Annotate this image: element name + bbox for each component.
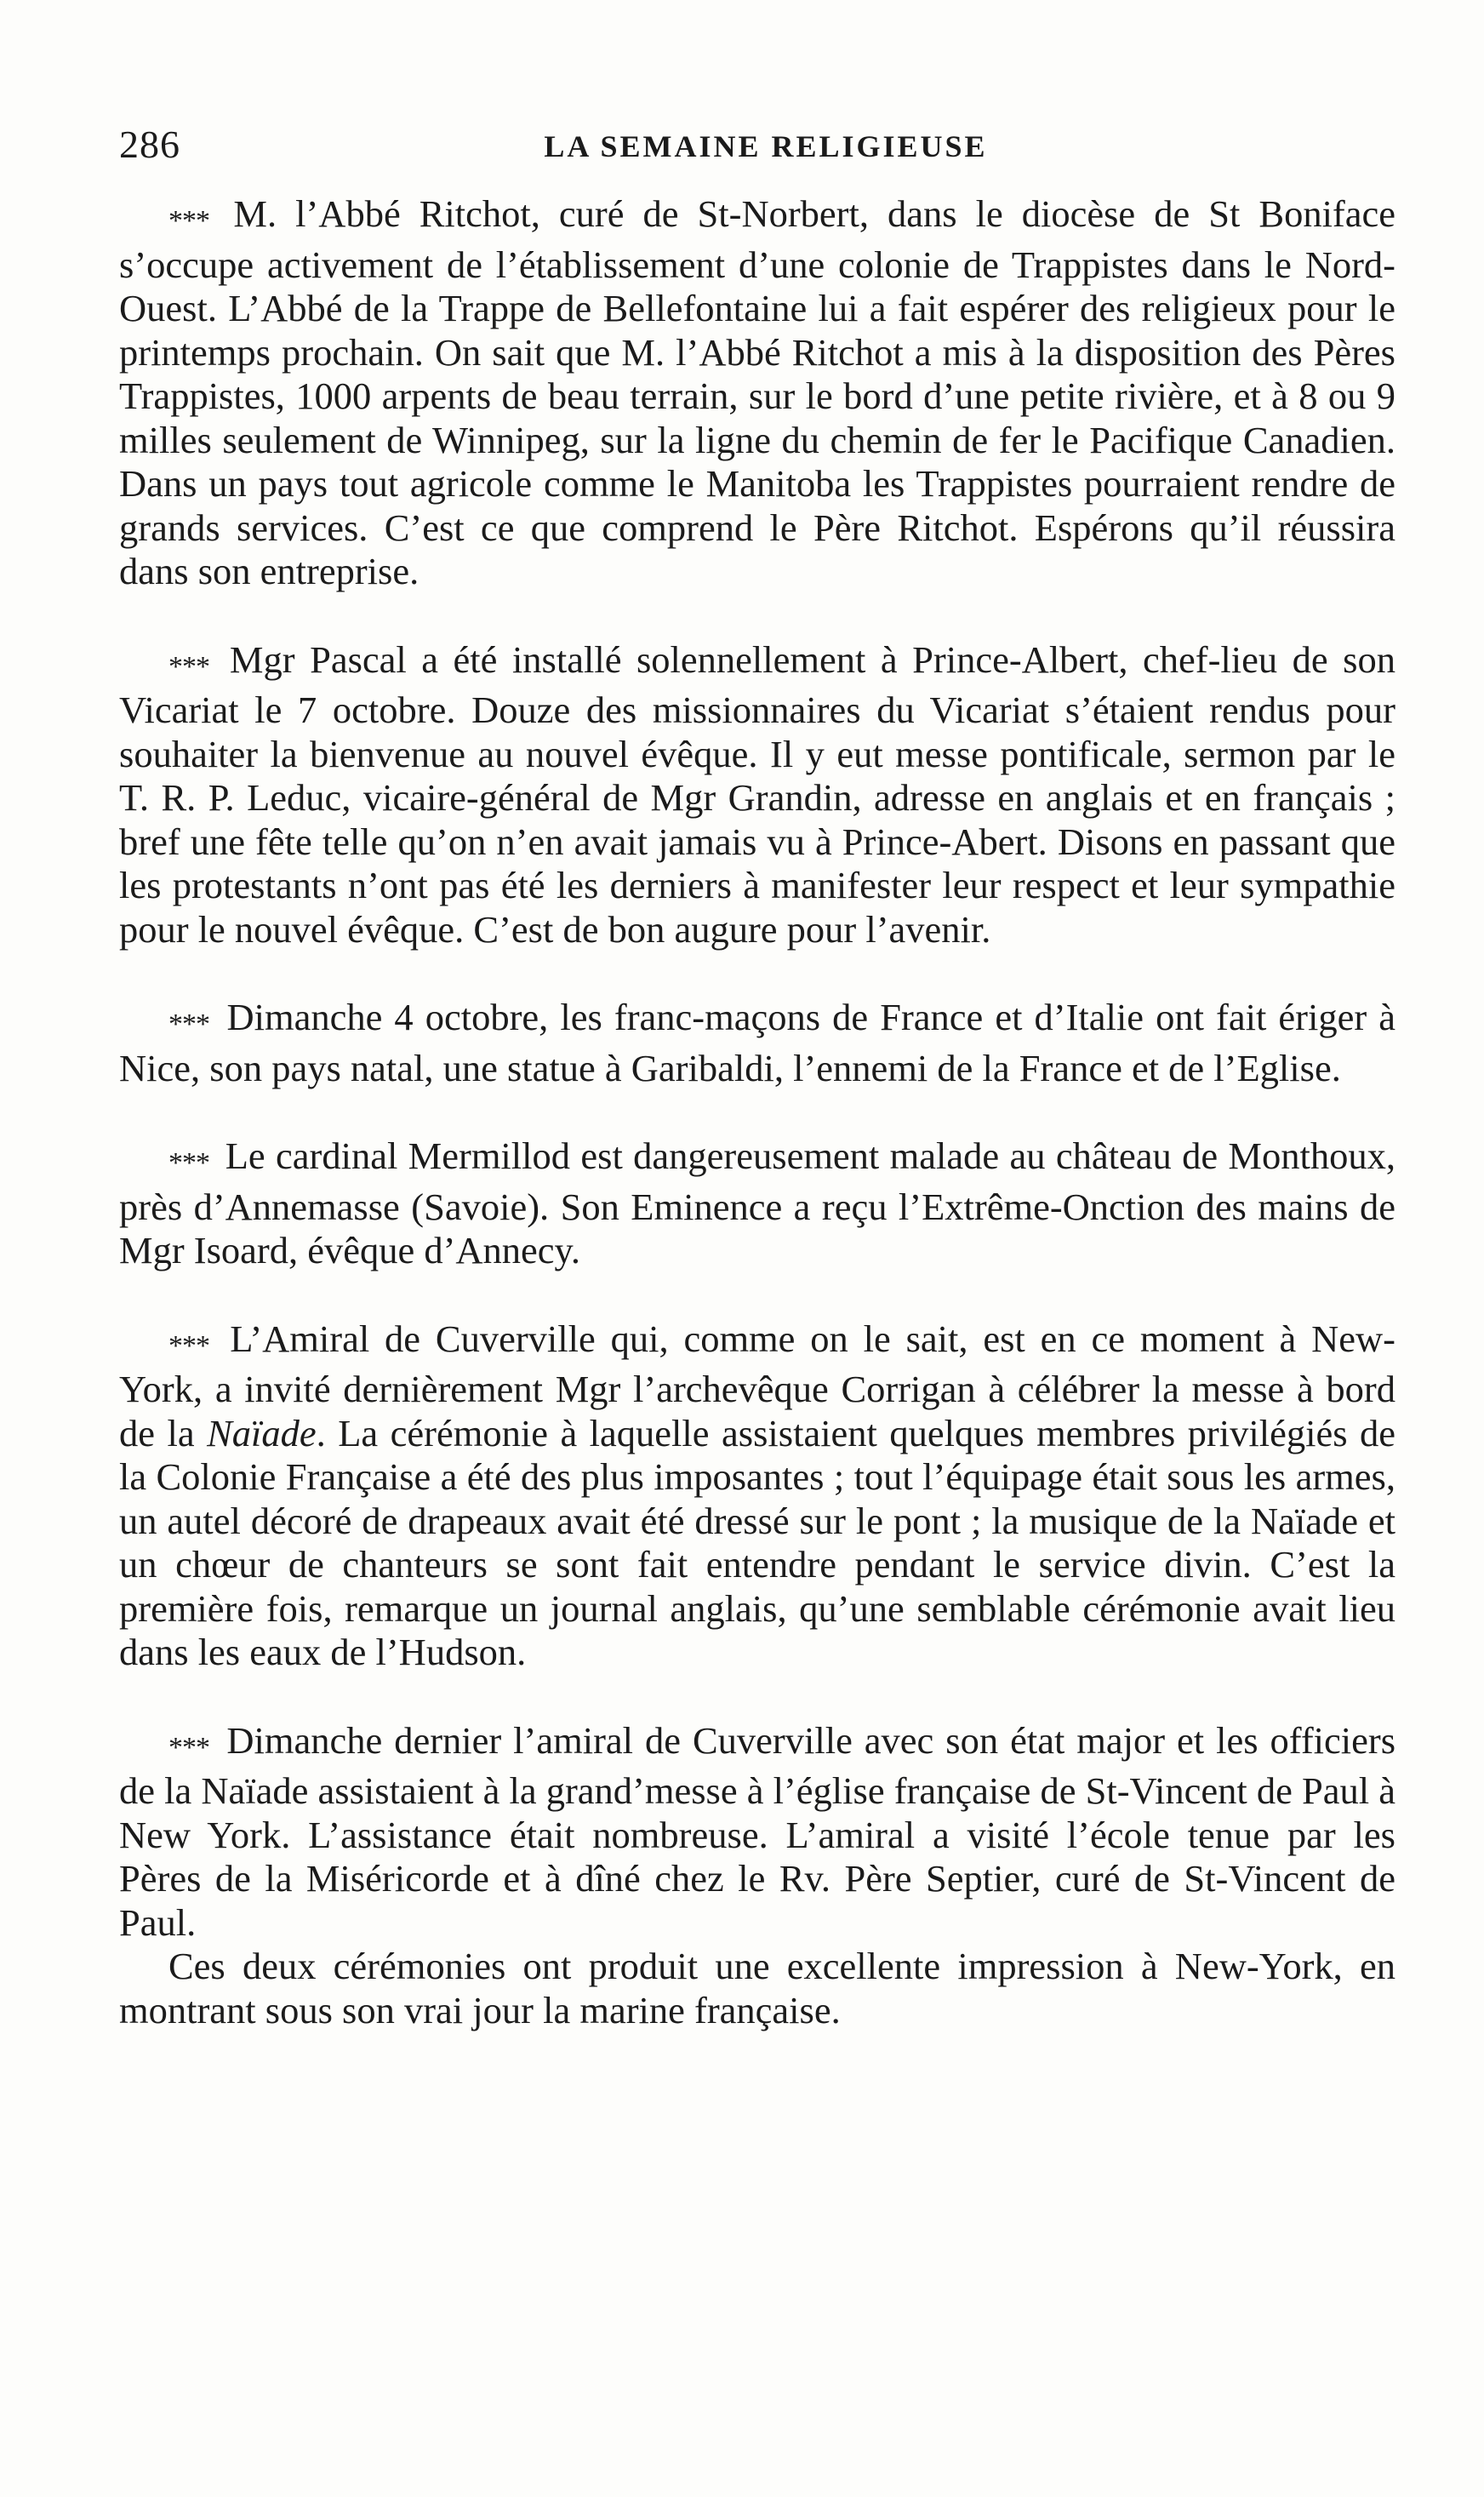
paragraph-mgr-pascal xyxy=(119,638,1396,952)
asterism-marker: *** xyxy=(168,1731,219,1763)
asterism-marker: *** xyxy=(168,650,221,683)
paragraph-garibaldi-statue xyxy=(119,996,1396,1090)
asterism-marker: *** xyxy=(168,205,225,237)
asterism-marker: *** xyxy=(168,1009,219,1040)
paragraph-text: M. l’Abbé Ritchot, curé de St-Norbert, dans le diocèse de St Boniface s’occupe activement de l’établissement d’une colonie de Trappistes dans le Nord-Ouest. L’Abbé de la Trappe de Bellefontaine lui a fait espérer des religieux pour le printemps prochain. On sait que M. l’Abbé Ritchot a mis à la disposition des Pères Trappistes, 1000 arpents de beau terrain, sur le bord d’une petite rivière, et à 8 ou 9 milles seulement de Winnipeg, sur la ligne du chemin de fer le Pacifique Canadien. Dans un pays tout agricole comme le Manitoba les Trappistes pourraient rendre de grands services. C’est ce que comprend le Père Ritchot. Espérons qu’il réussira dans son entreprise. xyxy=(119,192,1396,592)
running-title: LA SEMAINE RELIGIEUSE xyxy=(544,129,988,163)
page-number: 286 xyxy=(119,123,180,166)
asterism-marker: *** xyxy=(168,1329,222,1362)
paragraph-text: Le cardinal Mermillod est dangereusement malade au château de Monthoux, près d’Annemasse (Savoie). Son Eminence a reçu l’Extrême-Onction des mains de Mgr Isoard, évêque d’Annecy. xyxy=(119,1134,1396,1271)
paragraph-text: Ces deux cérémonies ont produit une excellente impression à New-York, en montrant sous son vrai jour la marine française. xyxy=(119,1945,1396,2031)
paragraph-cardinal-mermillod xyxy=(119,1134,1396,1273)
asterism-marker: *** xyxy=(168,1147,217,1179)
paragraph-amiral-naiade-messe xyxy=(119,1317,1396,1675)
ship-name-italic: Naïade xyxy=(207,1411,317,1454)
article-body xyxy=(119,192,1396,2032)
page-header xyxy=(119,119,1413,170)
paragraph-text-after: . La cérémonie à laquelle assistaient quelques membres privilégiés de la Colonie Française a été des plus imposantes ; tout l’équipage était sous les armes, un autel décoré de drapeaux avait été dressé sur le pont ; la musique de la Naïade et un chœur de chanteurs se sont fait entendre pendant le service divin. C’est la première fois, remarque un journal anglais, qu’une semblable cérémonie avait lieu dans les eaux de l’Hudson. xyxy=(119,1411,1396,1673)
paragraph-ritchot-trappistes xyxy=(119,192,1396,594)
paragraph-text: Dimanche 4 octobre, les franc-maçons de France et d’Italie ont fait ériger à Nice, son pays natal, une statue à Garibaldi, l’ennemi de la France et de l’Eglise. xyxy=(119,996,1396,1089)
paragraph-text: Mgr Pascal a été installé solennellement à Prince-Albert, chef-lieu de son Vicariat le 7 octobre. Douze des missionnaires du Vicariat s’étaient rendus pour souhaiter la bienvenue au nouvel évêque. Il y eut messe pontificale, sermon par le T. R. P. Leduc, vicaire-général de Mgr Grandin, adresse en anglais et en français ; bref une fête telle qu’on n’en avait jamais vu à Prince-Abert. Disons en passant que les protestants n’ont pas été les derniers à manifester leur respect et leur sympathie pour le nouvel évêque. C’est de bon augure pour l’avenir. xyxy=(119,637,1396,951)
paragraph-text-before: L’Amiral de Cuverville qui, comme on le sait, est en ce moment à New-York, a invité dernièrement Mgr l’archevêque Corrigan à célébrer la messe à bord de la xyxy=(119,1317,1396,1454)
paragraph-amiral-st-vincent xyxy=(119,1719,1396,1946)
paragraph-text: Dimanche dernier l’amiral de Cuverville avec son état major et les officiers de la Naïade assistaient à la grand’messe à l’église française de St-Vincent de Paul à New York. L’assistance était nombreuse. L’amiral a visité l’école tenue par les Pères de la Miséricorde et à dîné chez le Rv. Père Septier, curé de St-Vincent de Paul. xyxy=(119,1718,1396,1944)
paragraph-conclusion xyxy=(119,1945,1396,2032)
